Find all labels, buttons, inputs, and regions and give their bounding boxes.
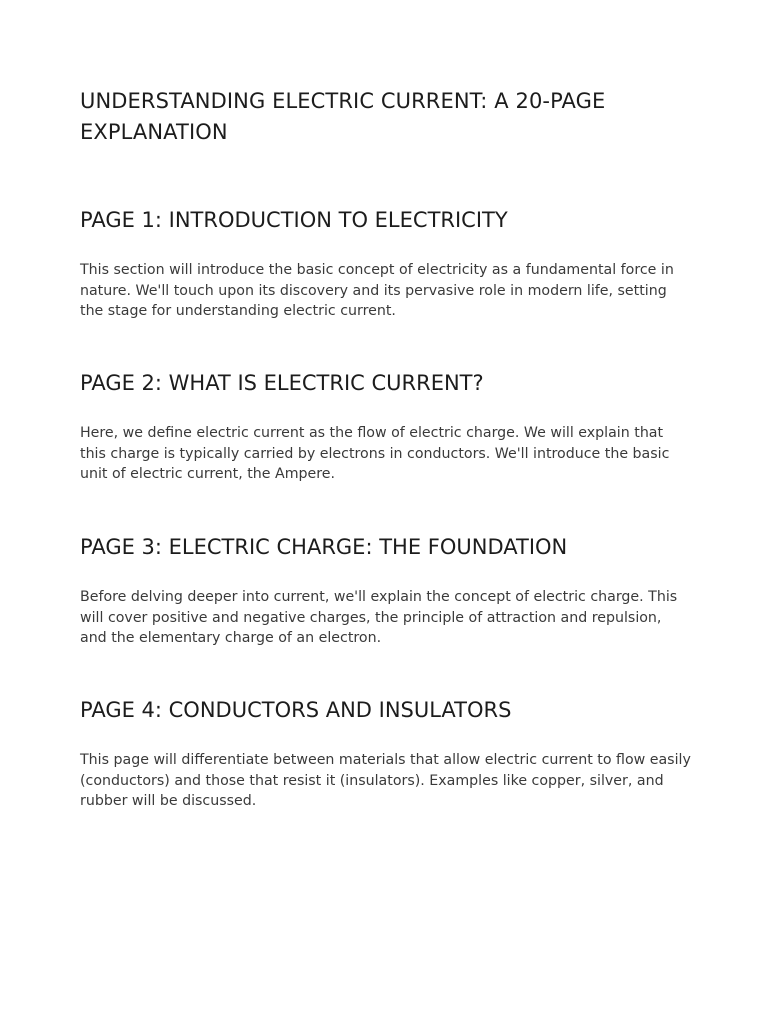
section-body: Before delving deeper into current, we'll explain the concept of electric charge. This will cover positive and negative charges, the principle of attraction and repulsion, and the elementary charge of an electron. <box>80 589 678 647</box>
section-heading: PAGE 2: WHAT IS ELECTRIC CURRENT? <box>80 371 484 395</box>
section-body: This section will introduce the basic concept of electricity as a fundamental force in nature. We'll touch upon its discovery and its pervasive role in modern life, setting the stage for understanding electric current. <box>80 262 674 320</box>
document-title: UNDERSTANDING ELECTRIC CURRENT: A 20-PAGE EXPLANATION <box>80 89 606 144</box>
section-page-4 <box>80 696 692 812</box>
section-heading: PAGE 1: INTRODUCTION TO ELECTRICITY <box>80 208 508 232</box>
section-body: This page will differentiate between materials that allow electric current to flow easily (conductors) and those that resist it (insulators). Examples like copper, silver, and rubber will be discussed. <box>80 752 691 810</box>
section-heading: PAGE 3: ELECTRIC CHARGE: THE FOUNDATION <box>80 535 568 559</box>
section-body: Here, we define electric current as the flow of electric charge. We will explain that this charge is typically carried by electrons in conductors. We'll introduce the basic unit of electric current, the Ampere. <box>80 425 670 483</box>
section-page-1 <box>80 206 692 322</box>
section-heading: PAGE 4: CONDUCTORS AND INSULATORS <box>80 698 512 722</box>
section-page-3 <box>80 533 692 649</box>
section-page-2 <box>80 369 692 485</box>
